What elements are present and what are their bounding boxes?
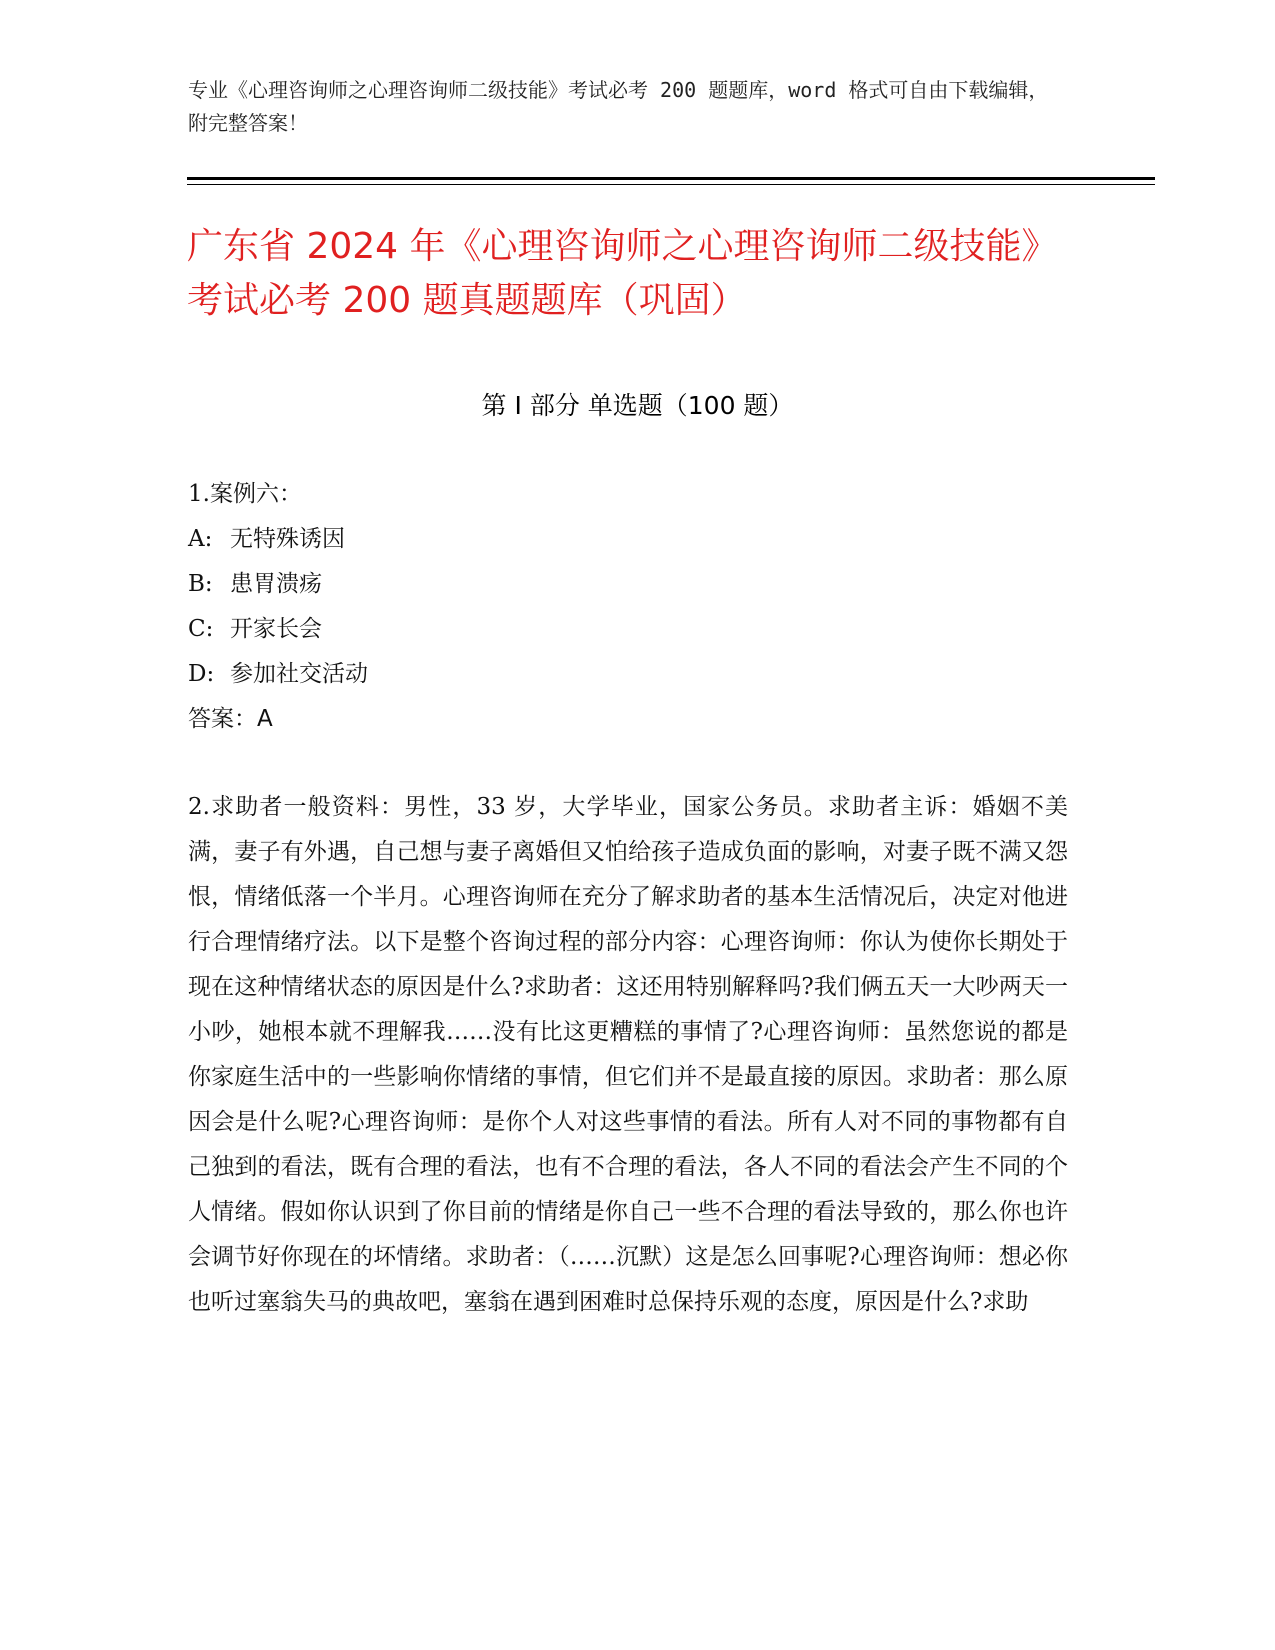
header-note: 专业《心理咨询师之心理咨询师二级技能》考试必考 200 题题库，word 格式可自由下载编辑，附完整答案！ bbox=[188, 78, 1049, 135]
header-divider-thick bbox=[187, 177, 1155, 180]
option-text: 开家长会 bbox=[230, 616, 322, 642]
option-key: A: bbox=[188, 526, 213, 552]
question-stem: 1.案例六： bbox=[188, 481, 302, 507]
question-1 bbox=[188, 472, 1068, 742]
option-text: 无特殊诱因 bbox=[230, 526, 345, 552]
header-divider-thin bbox=[187, 184, 1155, 185]
option-key: D: bbox=[188, 661, 215, 687]
question-2: 2.求助者一般资料：男性，33 岁，大学毕业，国家公务员。求助者主诉：婚姻不美满，妻子有外遇，自己想与妻子离婚但又怕给孩子造成负面的影响，对妻子既不满又怨恨，情绪低落一个半月。心理咨询师在充分了解求助者的基本生活情况后，决定对他进行合理情绪疗法。以下是整个咨询过程的部分内容：心理咨询师：你认为使你长期处于现在这种情绪状态的原因是什么?求助者：这还用特别解释吗?我们俩五天一大吵两天一小吵，她根本就不理解我……没有比这更糟糕的事情了?心理咨询师：虽然您说的都是你家庭生活中的一些影响你情绪的事情，但它们并不是最直接的原因。求助者：那么原因会是什么呢?心理咨询师：是你个人对这些事情的看法。所有人对不同的事物都有自己独到的看法，既有合理的看法，也有不合理的看法，各人不同的看法会产生不同的个人情绪。假如你认识到了你目前的情绪是你自己一些不合理的看法导致的，那么你也许会调节好你现在的坏情绪。求助者：（……沉默）这是怎么回事呢?心理咨询师：想必你也听过塞翁失马的典故吧，塞翁在遇到困难时总保持乐观的态度，原因是什么?求助 bbox=[188, 794, 1068, 1315]
document-title: 广东省 2024 年《心理咨询师之心理咨询师二级技能》考试必考 200 题真题题库（巩固） bbox=[187, 226, 1058, 321]
option-text: 参加社交活动 bbox=[230, 661, 368, 687]
option-key: C: bbox=[188, 616, 214, 642]
section-heading: 第 I 部分 单选题（100 题） bbox=[481, 391, 794, 420]
option-text: 患胃溃疡 bbox=[230, 571, 322, 597]
answer-line: 答案：A bbox=[188, 706, 273, 732]
option-a bbox=[188, 517, 1068, 562]
option-d bbox=[188, 652, 1068, 697]
option-b bbox=[188, 562, 1068, 607]
option-key: B: bbox=[188, 571, 213, 597]
option-c bbox=[188, 607, 1068, 652]
